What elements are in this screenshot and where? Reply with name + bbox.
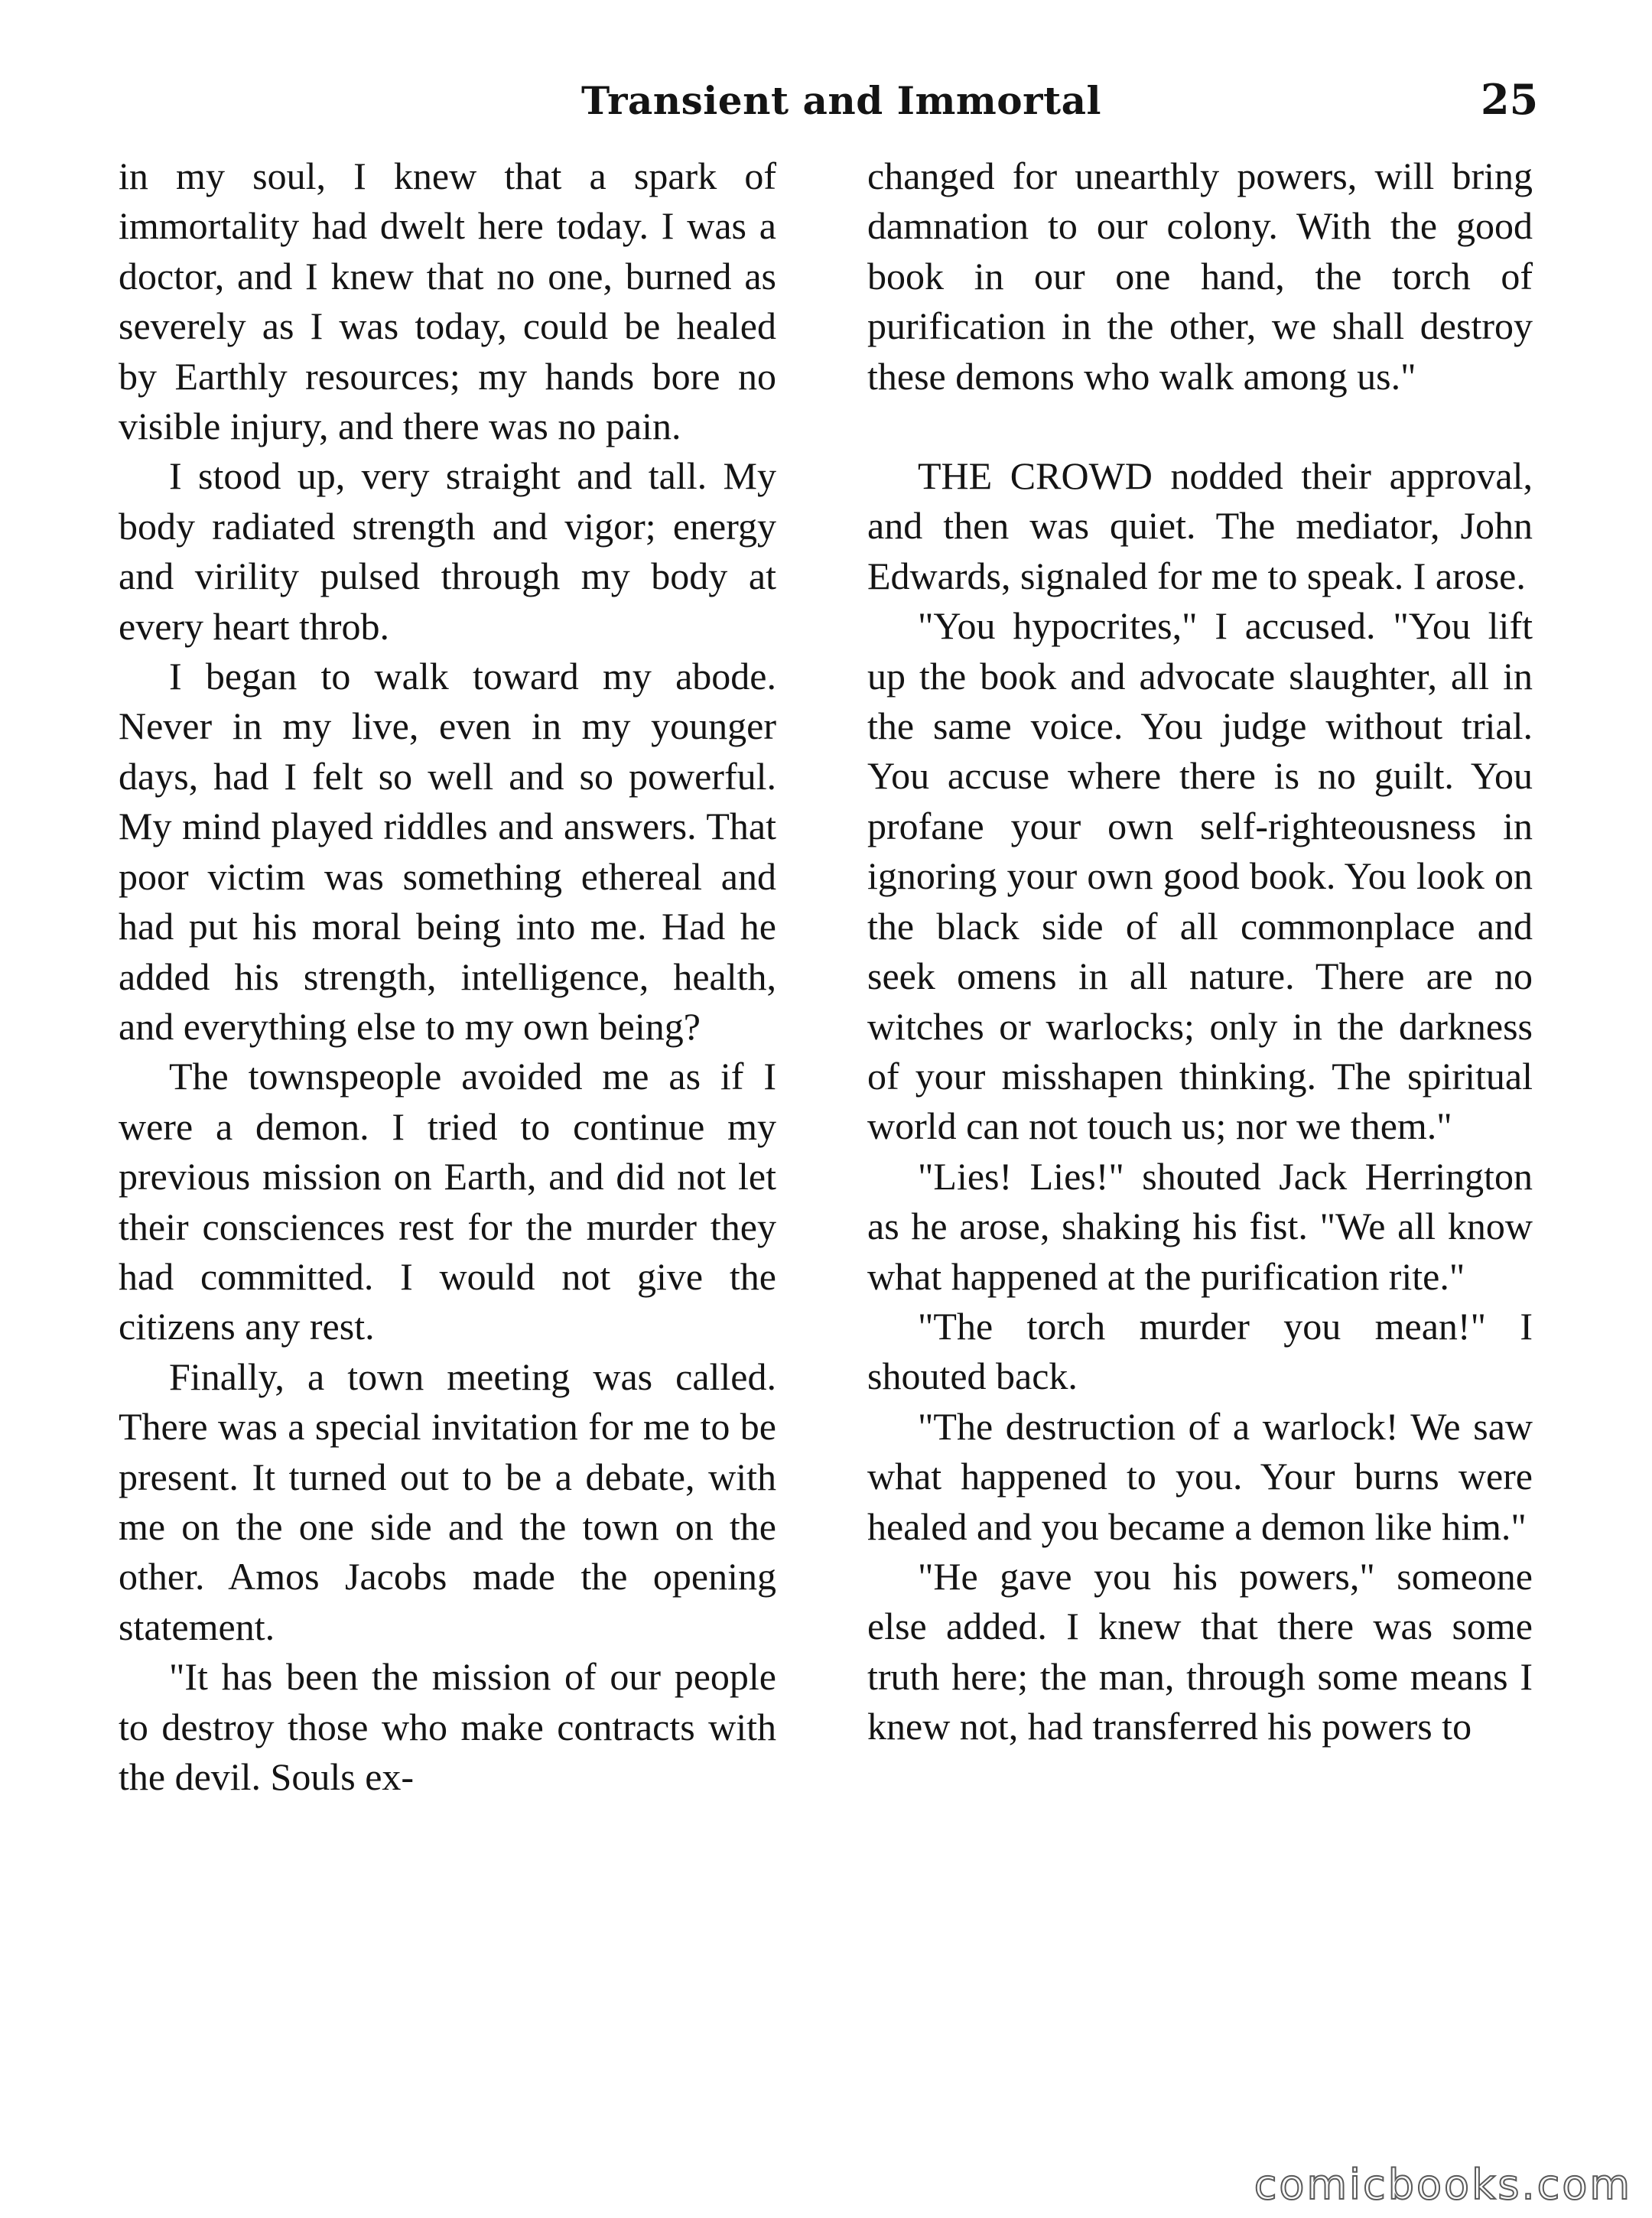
paragraph: I began to walk toward my abode. Never in my live, even in my younger days, had I felt so well and so powerful. My mind played riddles and answers. That poor victim was something ethereal and had put his moral being into me. Had he added his strength, intelligence, health, and everything else to my own being? [119, 655, 776, 1048]
paragraph: "He gave you his powers," someone else added. I knew that there was some truth here; the man, through some means I knew not, had transferred his powers to [867, 1554, 1533, 1748]
paragraph: "The destruction of a warlock! We saw what happened to you. Your burns were healed and you became a demon like him." [867, 1404, 1533, 1548]
paragraph: I stood up, very straight and tall. My body radiated strength and vigor; energy and virility pulsed through my body at every heart throb. [119, 454, 776, 648]
paragraph: "It has been the mission of our people to destroy those who make contracts with the devil. Souls ex- [119, 1655, 776, 1798]
page-number: 25 [1481, 75, 1539, 124]
section-paragraph: THE CROWD nodded their approval, and then was quiet. The mediator, John Edwards, signaled for me to speak. I arose. [867, 454, 1533, 597]
paragraph: "You hypocrites," I accused. "You lift up the book and advocate slaughter, all in the same voice. You judge without trial. You accuse where there is no guilt. You profane your own self-righteousness in ignoring your own good book. You look on the black side of all commonplace and seek omens in all nature. There are no witches or warlocks; only in the darkness of your misshapen thinking. The spiritual world can not touch us; nor we them." [867, 604, 1533, 1148]
left-column [119, 151, 776, 1802]
paragraph: changed for unearthly powers, will bring damnation to our colony. With the good book in our one hand, the torch of purification in the other, we shall destroy these demons who walk among us." [867, 154, 1533, 398]
paragraph: The townspeople avoided me as if I were a demon. I tried to continue my previous mission on Earth, and did not let their consciences rest for the murder they had committed. I would not give the citizens any rest. [119, 1055, 776, 1348]
paragraph: "Lies! Lies!" shouted Jack Herrington as he arose, shaking his fist. "We all know what happened at the purification rite." [867, 1154, 1533, 1298]
paragraph: in my soul, I knew that a spark of immortality had dwelt here today. I was a doctor, and I knew that no one, burned as severely as I was today, could be healed by Earthly resources; my hands bore no visible injury, and there was no pain. [119, 154, 776, 448]
paragraph: "The torch murder you mean!" I shouted back. [867, 1304, 1533, 1398]
watermark: comicbooks.com [1254, 2161, 1632, 2209]
right-column [867, 151, 1533, 1752]
running-head [0, 67, 1652, 136]
running-title: Transient and Immortal [581, 78, 1101, 123]
paragraph: Finally, a town meeting was called. There was a special invitation for me to be present. It turned out to be a debate, with me on the one side and the town on the other. Amos Jacobs made the opening statement. [119, 1355, 776, 1648]
